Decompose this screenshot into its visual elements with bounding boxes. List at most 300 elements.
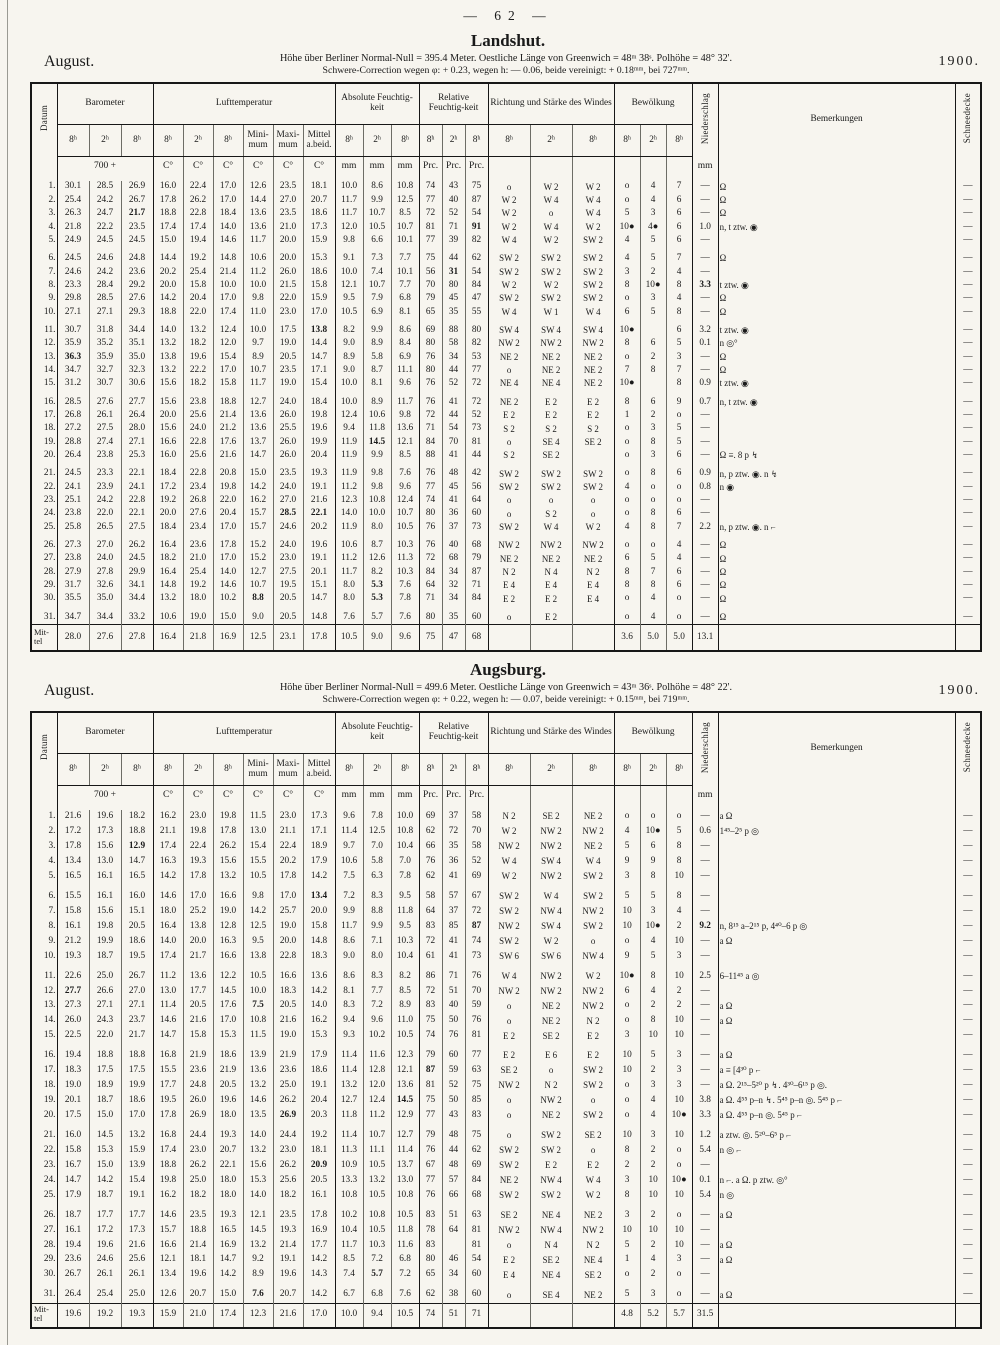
value-cell: 9 (640, 854, 666, 869)
sub-header: 8ʰ (419, 754, 442, 786)
value-cell: 36 (442, 854, 465, 869)
value-cell: E 4 (530, 579, 572, 592)
value-cell: SW 2 (530, 266, 572, 279)
value-cell: 9.7 (335, 840, 363, 855)
value-cell: — (955, 1064, 981, 1079)
value-cell: E 2 (530, 606, 572, 625)
value-cell: 9.0 (363, 625, 391, 651)
value-cell: 15.6 (153, 391, 183, 409)
value-cell: 8.1 (391, 306, 419, 319)
value-cell: 52 (442, 1079, 465, 1094)
value-cell: 60 (442, 1044, 465, 1064)
value-cell: NE 2 (572, 1203, 614, 1223)
value-cell: 5.4 (692, 1188, 718, 1203)
value-cell: 18.8 (89, 1044, 121, 1064)
value-cell: 65 (419, 1268, 442, 1283)
value-cell: SE 2 (572, 1123, 614, 1143)
remark-cell (718, 869, 955, 884)
value-cell: 29.2 (121, 279, 153, 292)
value-cell: 3 (640, 1283, 666, 1303)
value-cell: 25.2 (183, 904, 213, 919)
value-cell: 71 (419, 423, 442, 436)
value-cell: 75 (419, 247, 442, 265)
value-cell: 19.1 (303, 481, 335, 494)
value-cell: 8.9 (363, 337, 391, 350)
value-cell: E 2 (572, 409, 614, 422)
value-cell: 17.4 (153, 1143, 183, 1158)
value-cell: 76 (419, 1143, 442, 1158)
value-cell: 13.4 (303, 884, 335, 904)
value-cell: 20.7 (303, 194, 335, 207)
value-cell: 25.4 (89, 1283, 121, 1303)
value-cell: 17.4 (213, 1303, 243, 1327)
value-cell: o (614, 606, 640, 625)
value-cell: 76 (419, 377, 442, 390)
value-cell: 10.5 (243, 964, 273, 984)
day-cell: 22. (43, 481, 56, 492)
value-cell: SW 2 (488, 292, 530, 305)
value-cell: 88 (419, 449, 442, 462)
value-cell: — (955, 319, 981, 337)
value-cell: 1.2 (692, 1123, 718, 1143)
value-cell: 17.4 (153, 221, 183, 234)
value-cell: 8.0 (335, 579, 363, 592)
value-cell: 24.0 (273, 481, 303, 494)
value-cell: 14.5 (363, 436, 391, 449)
remark-cell (718, 854, 955, 869)
value-cell: 19.0 (273, 337, 303, 350)
observation-row (31, 1064, 981, 1079)
value-cell: — (692, 904, 718, 919)
value-cell: 15.3 (303, 247, 335, 265)
remark-cell (718, 508, 955, 521)
day-cell: 30. (43, 1269, 56, 1280)
value-cell: SW 2 (488, 521, 530, 534)
value-cell: — (692, 1238, 718, 1253)
value-cell: W 2 (530, 934, 572, 949)
value-cell: 40 (442, 194, 465, 207)
value-cell: 66 (419, 840, 442, 855)
value-cell: 24.8 (183, 1079, 213, 1094)
observation-row (31, 1238, 981, 1253)
observation-row (31, 207, 981, 220)
value-cell: 61 (419, 949, 442, 964)
value-cell: 8 (614, 391, 640, 409)
value-cell: 31.2 (57, 377, 89, 390)
value-cell: 74 (465, 934, 488, 949)
col-group-bew-lkung: Bewölkung (614, 83, 692, 125)
value-cell: 21.7 (121, 207, 153, 220)
value-cell: 42 (465, 463, 488, 481)
value-cell: 16.4 (153, 625, 183, 651)
value-cell: 9.6 (363, 1014, 391, 1029)
value-cell: 13.6 (243, 207, 273, 220)
value-cell: 19.3 (57, 949, 89, 964)
unit-cell: Prc. (419, 786, 442, 810)
value-cell: 37 (442, 521, 465, 534)
value-cell: 20.4 (303, 1094, 335, 1109)
value-cell: 18.7 (57, 1203, 89, 1223)
value-cell: 31.5 (692, 1303, 718, 1327)
value-cell: 5.8 (363, 351, 391, 364)
value-cell: 51 (442, 1303, 465, 1327)
value-cell: NW 2 (530, 1094, 572, 1109)
value-cell: 5 (640, 949, 666, 964)
value-cell: — (955, 840, 981, 855)
value-cell: — (955, 534, 981, 552)
value-cell: 38 (442, 1283, 465, 1303)
value-cell: 21.9 (183, 1044, 213, 1064)
observation-row (31, 423, 981, 436)
value-cell: 7.2 (363, 999, 391, 1014)
value-cell: 22.0 (213, 494, 243, 507)
value-cell: W 2 (488, 825, 530, 840)
value-cell: 6 (614, 553, 640, 566)
value-cell: — (955, 391, 981, 409)
col-group-bew-lkung: Bewölkung (614, 712, 692, 754)
value-cell (488, 625, 530, 651)
value-cell: 26.2 (121, 534, 153, 552)
value-cell: 26.2 (183, 194, 213, 207)
value-cell: 10.8 (363, 1203, 391, 1223)
unit-cell (640, 786, 666, 810)
sub-header: 8ʰ (153, 754, 183, 786)
observation-row (31, 377, 981, 390)
value-cell: 23.4 (183, 481, 213, 494)
value-cell: o (488, 364, 530, 377)
value-cell: 15.5 (243, 854, 273, 869)
value-cell: 21.1 (153, 825, 183, 840)
unit-cell (31, 786, 57, 810)
value-cell: 32.6 (89, 579, 121, 592)
value-cell: 60 (465, 1283, 488, 1303)
value-cell: o (488, 1094, 530, 1109)
value-cell: 21.4 (183, 1238, 213, 1253)
day-cell: 21. (43, 468, 56, 479)
value-cell: 16.9 (303, 1223, 335, 1238)
value-cell: 16.2 (153, 810, 183, 825)
value-cell: 25.6 (121, 1253, 153, 1268)
value-cell: 22.1 (213, 1158, 243, 1173)
value-cell: 30.7 (57, 319, 89, 337)
value-cell: 18.1 (183, 1253, 213, 1268)
value-cell: 17.0 (213, 181, 243, 194)
value-cell: 32.3 (121, 364, 153, 377)
value-cell (572, 625, 614, 651)
value-cell: 8 (640, 508, 666, 521)
value-cell: 16.1 (89, 869, 121, 884)
value-cell: 17.0 (121, 1108, 153, 1123)
value-cell: 4 (640, 1108, 666, 1123)
value-cell: 8.8 (243, 593, 273, 606)
value-cell: o (614, 999, 640, 1014)
value-cell: 28.8 (57, 436, 89, 449)
observation-row (31, 279, 981, 292)
value-cell: o (572, 508, 614, 521)
value-cell: 22.4 (183, 840, 213, 855)
value-cell: 10 (666, 1188, 692, 1203)
value-cell: NE 2 (488, 1173, 530, 1188)
observation-row (31, 319, 981, 337)
value-cell: 71 (419, 593, 442, 606)
value-cell: SW 2 (488, 1158, 530, 1173)
sub-header: 8ʰ (153, 125, 183, 157)
units-row (31, 157, 981, 181)
value-cell: 25.5 (273, 423, 303, 436)
value-cell: N 2 (572, 566, 614, 579)
value-cell: 84 (465, 1173, 488, 1188)
value-cell: 72 (465, 377, 488, 390)
value-cell: 18.7 (89, 1094, 121, 1109)
value-cell: NW 2 (572, 825, 614, 840)
geo-line-2: Schwere-Correction wegen φ: + 0.23, wegen h: — 0.06, beide vereinigt: + 0.18ᵐᵐ, bei 727ᵐᵐ. (322, 64, 690, 76)
day-cell: 6. (48, 253, 56, 264)
value-cell: — (955, 449, 981, 462)
value-cell: 29.3 (121, 306, 153, 319)
value-cell: NW 2 (488, 1223, 530, 1238)
stations-container (30, 32, 986, 1329)
day-cell: 7. (48, 905, 56, 916)
value-cell: 1.0 (692, 221, 718, 234)
value-cell: o (614, 1108, 640, 1123)
value-cell: 20.5 (273, 999, 303, 1014)
value-cell: 15.3 (89, 1143, 121, 1158)
sub-header: Mittel a.beid. (303, 754, 335, 786)
observation-row (31, 1123, 981, 1143)
value-cell: 4 (614, 247, 640, 265)
value-cell: 6 (666, 221, 692, 234)
value-cell: 19.6 (213, 1094, 243, 1109)
value-cell: 27.8 (121, 625, 153, 651)
value-cell: 19.0 (57, 1079, 89, 1094)
value-cell: 25.6 (273, 1173, 303, 1188)
value-cell: 39 (442, 234, 465, 247)
sub-header: 2ʰ (530, 125, 572, 157)
value-cell: 31.7 (57, 579, 89, 592)
value-cell: 13.8 (243, 949, 273, 964)
value-cell: 20.0 (183, 934, 213, 949)
value-cell: 11.7 (243, 377, 273, 390)
value-cell: 5 (614, 1283, 640, 1303)
value-cell: NW 2 (488, 1079, 530, 1094)
value-cell: — (692, 508, 718, 521)
value-cell: 4 (614, 521, 640, 534)
value-cell: SW 2 (530, 463, 572, 481)
value-cell: 27.7 (57, 984, 89, 999)
value-cell: 16.1 (57, 1223, 89, 1238)
value-cell: 19.6 (89, 810, 121, 825)
value-cell: 67 (419, 1158, 442, 1173)
value-cell: 7.5 (335, 869, 363, 884)
value-cell: 3 (640, 449, 666, 462)
value-cell: 11.7 (335, 194, 363, 207)
value-cell: 67 (465, 884, 488, 904)
value-cell: 12.1 (391, 1064, 419, 1079)
value-cell: SE 4 (530, 1283, 572, 1303)
value-cell: 14.5 (213, 984, 243, 999)
value-cell: 20.5 (213, 1079, 243, 1094)
value-cell: 21.8 (183, 625, 213, 651)
value-cell: 15.8 (57, 904, 89, 919)
value-cell: E 4 (572, 579, 614, 592)
value-cell: o (614, 423, 640, 436)
value-cell: 6 (640, 337, 666, 350)
value-cell: 86 (419, 964, 442, 984)
value-cell: 2 (640, 1158, 666, 1173)
value-cell: 11.4 (335, 1064, 363, 1079)
value-cell: 10 (666, 964, 692, 984)
value-cell: o (614, 292, 640, 305)
value-cell: 8.9 (243, 351, 273, 364)
value-cell: 23.0 (273, 306, 303, 319)
value-cell: 9.1 (335, 247, 363, 265)
value-cell: 10 (614, 919, 640, 934)
value-cell: 15.0 (89, 1108, 121, 1123)
value-cell: 27.2 (57, 423, 89, 436)
value-cell: 10.0 (335, 377, 363, 390)
value-cell: 21.6 (57, 810, 89, 825)
value-cell: — (692, 194, 718, 207)
value-cell: 80 (465, 319, 488, 337)
value-cell: 15.6 (89, 840, 121, 855)
value-cell: 34.4 (121, 319, 153, 337)
value-cell: 13.6 (391, 423, 419, 436)
value-cell: 64 (419, 904, 442, 919)
value-cell: 35.2 (89, 337, 121, 350)
value-cell: NW 2 (530, 984, 572, 999)
value-cell: 16.2 (243, 494, 273, 507)
value-cell: 14.2 (153, 869, 183, 884)
value-cell: N 2 (572, 1238, 614, 1253)
col-group-lufttemperatur: Lufttemperatur (153, 83, 335, 125)
value-cell: 26.1 (121, 1268, 153, 1283)
value-cell: SW 2 (572, 1108, 614, 1123)
value-cell: 77 (419, 1173, 442, 1188)
value-cell: 16.0 (153, 181, 183, 194)
value-cell: 84 (465, 593, 488, 606)
day-cell: 12. (43, 985, 56, 996)
value-cell: — (955, 593, 981, 606)
station-header (30, 52, 982, 78)
sub-header: 8ʰ (391, 754, 419, 786)
value-cell: SE 2 (530, 810, 572, 825)
value-cell: o (640, 810, 666, 825)
value-cell: SW 2 (488, 481, 530, 494)
value-cell: 32.7 (89, 364, 121, 377)
unit-cell: mm (692, 786, 718, 810)
value-cell: 11.0 (243, 306, 273, 319)
day-cell: 29. (43, 580, 56, 591)
value-cell (530, 1303, 572, 1327)
value-cell: 19.3 (303, 463, 335, 481)
value-cell: 27.1 (121, 999, 153, 1014)
value-cell: 75 (465, 1123, 488, 1143)
value-cell: 18.4 (153, 521, 183, 534)
value-cell: 50 (442, 1094, 465, 1109)
value-cell: — (692, 449, 718, 462)
value-cell: 65 (419, 306, 442, 319)
value-cell: 52 (442, 377, 465, 390)
value-cell: 10.5 (391, 1029, 419, 1044)
value-cell: 13.1 (692, 625, 718, 651)
value-cell: 0.8 (692, 481, 718, 494)
value-cell: 13.6 (243, 409, 273, 422)
value-cell: 64 (442, 1223, 465, 1238)
value-cell: N 2 (488, 566, 530, 579)
sub-header: 8ʰ (614, 754, 640, 786)
unit-cell: Prc. (442, 786, 465, 810)
value-cell: 23.3 (57, 279, 89, 292)
observation-row (31, 869, 981, 884)
value-cell: 24.1 (121, 481, 153, 494)
value-cell: 17.8 (213, 825, 243, 840)
value-cell: 10.3 (363, 1238, 391, 1253)
value-cell: 18.6 (213, 1044, 243, 1064)
value-cell: 2 (666, 984, 692, 999)
value-cell: E 2 (572, 1029, 614, 1044)
value-cell: 74 (419, 1303, 442, 1327)
value-cell: 20.5 (303, 1173, 335, 1188)
observation-row (31, 194, 981, 207)
value-cell: 10 (666, 1123, 692, 1143)
value-cell: — (692, 351, 718, 364)
value-cell: 10.5 (391, 1303, 419, 1327)
value-cell: 10.0 (213, 279, 243, 292)
value-cell: E 4 (488, 1268, 530, 1283)
value-cell: 20.0 (153, 508, 183, 521)
value-cell: 26.2 (183, 1158, 213, 1173)
value-cell: 21.2 (57, 934, 89, 949)
value-cell: 5 (666, 423, 692, 436)
value-cell: 73 (465, 423, 488, 436)
value-cell: 79 (419, 1044, 442, 1064)
value-cell: 24.6 (57, 266, 89, 279)
value-cell: 87 (465, 919, 488, 934)
value-cell: — (955, 1223, 981, 1238)
value-cell: NW 2 (488, 534, 530, 552)
value-cell: 10.7 (243, 364, 273, 377)
value-cell: 4 (640, 934, 666, 949)
value-cell: 64 (465, 494, 488, 507)
value-cell: 12.9 (391, 1108, 419, 1123)
value-cell: 26.1 (89, 1268, 121, 1283)
value-cell: 81 (465, 1238, 488, 1253)
value-cell: 24.4 (183, 1123, 213, 1143)
value-cell: 19.9 (89, 934, 121, 949)
value-cell: — (692, 247, 718, 265)
value-cell: SW 2 (530, 1188, 572, 1203)
value-cell: o (572, 1094, 614, 1109)
value-cell: 13.2 (153, 593, 183, 606)
value-cell: 8.1 (363, 377, 391, 390)
value-cell: — (955, 919, 981, 934)
unit-cell: C° (273, 157, 303, 181)
value-cell: 34.7 (57, 364, 89, 377)
col-header-schneedecke: Schneedecke (955, 83, 981, 157)
observation-row (31, 364, 981, 377)
value-cell: 74 (419, 494, 442, 507)
observation-row (31, 1079, 981, 1094)
sub-header: 2ʰ (640, 125, 666, 157)
value-cell: 5.3 (363, 593, 391, 606)
value-cell: 8 (666, 840, 692, 855)
value-cell: 17.4 (183, 221, 213, 234)
value-cell: 10.2 (335, 1203, 363, 1223)
value-cell: SW 6 (488, 949, 530, 964)
value-cell: 3 (614, 1029, 640, 1044)
value-cell: 10.8 (391, 1188, 419, 1203)
value-cell: NE 2 (572, 351, 614, 364)
